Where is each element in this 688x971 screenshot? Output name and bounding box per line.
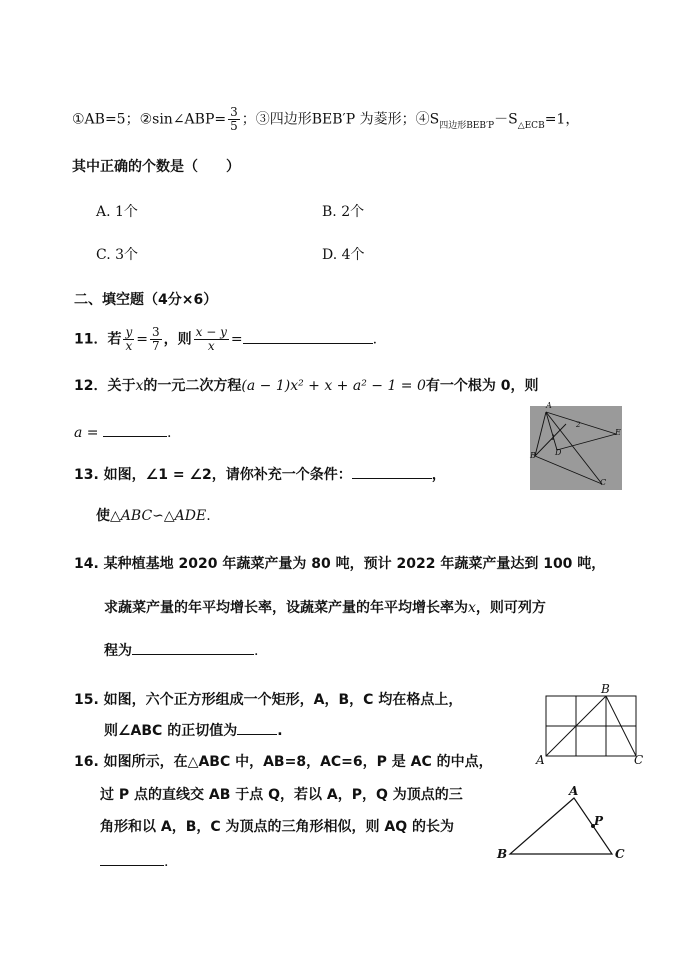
fig15-label-b: B <box>601 682 610 696</box>
figure-q13 <box>530 401 622 490</box>
fig13-label-c: C <box>600 478 607 487</box>
answer-blank-13[interactable] <box>352 464 432 479</box>
statements-line <box>72 106 579 133</box>
q13-text: 13. 如图，∠1 = ∠2，请你补充一个条件： <box>74 467 352 483</box>
fig16-label-p: P <box>594 814 604 828</box>
fig13-label-a: A <box>546 401 552 410</box>
option-c: C. 3个 <box>96 247 139 263</box>
statement-subscript-2: △ECB <box>517 120 545 131</box>
answer-blank-14[interactable] <box>132 640 254 655</box>
question-15-line1: 15. 如图，六个正方形组成一个矩形，A，B，C 均在格点上， <box>74 692 463 708</box>
statement-subscript-1: 四边形BEB′P <box>439 120 495 131</box>
q11-equals-2: = <box>230 331 243 348</box>
q12-a-equals: a = <box>74 425 99 441</box>
statement-1: ①AB=5；②sin∠ABP= <box>72 111 227 128</box>
answer-blank-11[interactable] <box>243 329 373 344</box>
fig13-label-e: E <box>615 428 621 437</box>
fig13-label-d: D <box>555 448 562 457</box>
q12-equation: (a − 1)x² + x + a² − 1 = 0 <box>241 378 426 394</box>
q12-text: 的一元二次方程 <box>143 378 242 394</box>
figure-q15 <box>534 682 650 766</box>
fig15-label-c: C <box>634 753 644 767</box>
q12-text-2: 有一个根为 0，则 <box>425 378 539 394</box>
q13-similar: ∽△ <box>152 508 175 524</box>
figure-q16-triangle <box>494 784 634 866</box>
fig13-label-2: 2 <box>576 421 581 429</box>
q16-period: . <box>164 854 169 870</box>
statement-3: －S <box>494 111 518 128</box>
fig16-label-c: C <box>615 847 625 861</box>
q10-prompt: 其中正确的个数是（ ） <box>72 159 240 175</box>
question-12-line1 <box>74 376 539 396</box>
q11-equals: = <box>136 331 148 348</box>
answer-blank-15[interactable] <box>237 720 277 735</box>
q15-period: . <box>277 723 283 739</box>
answer-blank-12[interactable] <box>103 422 167 437</box>
q13-period: . <box>206 508 211 524</box>
q13-comma: ， <box>431 467 446 483</box>
question-11 <box>74 326 377 353</box>
figure-q16 <box>494 784 634 866</box>
q14-text-2: ，则可列方 <box>475 600 546 616</box>
q12-variable: x <box>135 378 144 394</box>
question-13-line1 <box>74 464 446 485</box>
question-16-line3: 角形和以 A，B，C 为顶点的三角形相似，则 AQ 的长为 <box>100 819 455 835</box>
fig13-label-b: B <box>530 451 536 460</box>
question-14-line1: 14. 某种植基地 2020 年蔬菜产量为 80 吨，预计 2022 年蔬菜产量达到 100 吨， <box>74 556 606 572</box>
q13-ade: ADE <box>174 508 207 524</box>
section-2-title: 二、填空题（4分×6） <box>74 292 218 308</box>
fig13-label-1: 1 <box>551 434 556 442</box>
q15-text: 则∠ABC 的正切值为 <box>104 723 238 739</box>
figure-q13-drawing <box>530 406 622 490</box>
q12-period: . <box>166 425 172 441</box>
question-16-line4 <box>100 851 168 872</box>
fig16-label-a: A <box>569 784 579 798</box>
option-d: D. 4个 <box>322 247 365 263</box>
figure-q15-grid <box>534 682 650 766</box>
question-16-line1: 16. 如图所示，在△ABC 中，AB=8，AC=6，P 是 AC 的中点， <box>74 754 493 770</box>
statement-4: =1， <box>544 111 580 128</box>
option-a: A. 1个 <box>96 204 138 220</box>
question-13-line2 <box>96 506 211 526</box>
fig16-label-b: B <box>497 847 508 861</box>
q14-period: . <box>254 643 259 659</box>
q11-then: ，则 <box>163 331 192 348</box>
q14-variable: x <box>468 600 476 616</box>
q13-abc: ABC <box>120 508 153 524</box>
fraction-3-7: $\frac{3}{7}$ <box>152 325 160 353</box>
q11-period: . <box>372 331 378 348</box>
fig15-label-a: A <box>536 753 545 767</box>
fraction-xy-x: $\frac{x - y}{x}$ <box>195 325 227 353</box>
question-14-line3 <box>104 640 258 661</box>
question-12-line2 <box>74 422 171 443</box>
question-14-line2 <box>104 598 546 618</box>
q12-prefix: 12．关于 <box>74 378 136 394</box>
q13-make: 使△ <box>96 508 121 524</box>
option-b: B. 2个 <box>322 204 365 220</box>
question-16-line2: 过 P 点的直线交 AB 于点 Q，若以 A，P，Q 为顶点的三 <box>100 787 463 803</box>
statement-2: ；③四边形BEB′P 为菱形；④S <box>241 111 440 128</box>
answer-blank-16[interactable] <box>100 851 164 866</box>
q11-number: 11．若 <box>74 331 122 348</box>
q14-text: 求蔬菜产量的年平均增长率，设蔬菜产量的年平均增长率为 <box>104 600 468 616</box>
fraction-y-x: $\frac{y}{x}$ <box>125 325 133 353</box>
q14-equation-prompt: 程为 <box>104 643 132 659</box>
question-15-line2 <box>104 720 283 741</box>
fraction-3-5: $\frac{3}{5}$ <box>230 105 238 133</box>
